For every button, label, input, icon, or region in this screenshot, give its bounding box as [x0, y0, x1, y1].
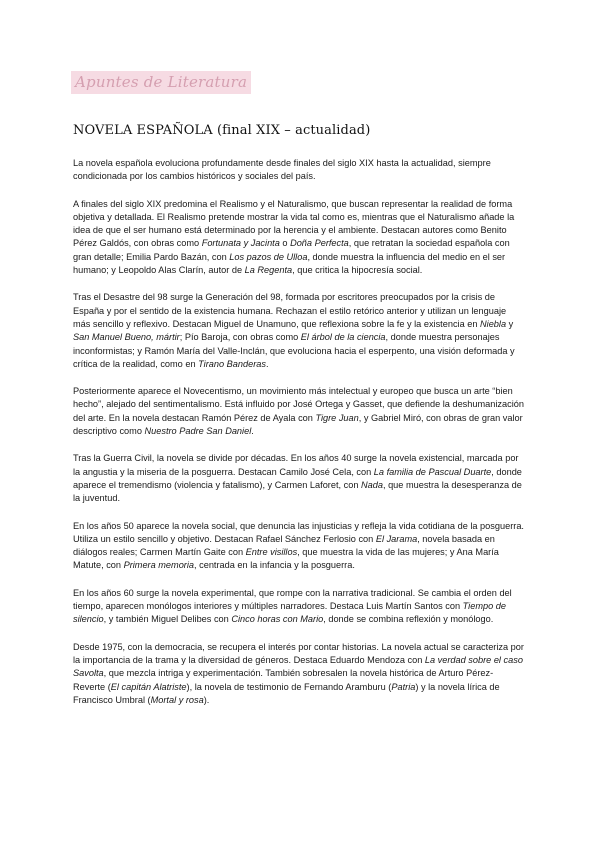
paragraph-text: , centrada en la infancia y la posguerra. — [194, 560, 355, 571]
work-title: Fortunata y Jacinta — [201, 238, 280, 249]
page-title: NOVELA ESPAÑOLA (final XIX – actualidad) — [73, 123, 371, 138]
work-title: Tigre Juan — [315, 412, 359, 423]
work-title: Doña Perfecta — [290, 238, 349, 249]
work-title: Nada — [361, 479, 383, 490]
paragraph-text: , donde aparece el tremendismo (violencia y fatalismo), y Carmen Laforet, con — [73, 466, 522, 490]
work-title: El capitán Alatriste — [110, 681, 187, 692]
paragraph-text: , y también Miguel Delibes con — [103, 614, 232, 625]
paragraph-text: En los años 50 aparece la novela social, que denuncia las injusticias y refleja la vida cotidiana de la posguerra. Utiliza un estilo sencillo y objetivo. Destacan Rafael Sánchez Ferlosio con — [73, 520, 524, 544]
paragraph-text: En los años 60 surge la novela experimental, que rompe con la narrativa tradicional. Se cambia el orden del tiempo, aparecen monólogos interiores y múltiples narradores. Destaca Luis Martín Santos con — [73, 587, 512, 612]
paragraph-text: . — [265, 358, 269, 369]
work-title: Primera memoria — [123, 560, 195, 571]
paragraph-text: , donde muestra personajes inconformistas; y Ramón María del Valle-Inclán, que evoluciona hacia el esperpento, una visión deformada y crítica de la realidad, como en — [73, 332, 515, 369]
paragraph — [73, 587, 525, 627]
paragraph-text: , donde se combina reflexión y monólogo. — [323, 614, 494, 625]
paragraph-text: Tras el Desastre del 98 surge la Generación del 98, formada por escritores preocupados por la crisis de España y por el sentido de la existencia humana. Rechazan el estilo retórico anterior y utilizan un lenguaje más sencillo y reflexivo. Destacan Miguel de Unamuno, que reflexiona sobre la fe y la existencia en — [73, 292, 507, 329]
work-title: El Jarama — [375, 533, 418, 544]
paragraph-text: , que critica la hipocresía social. — [292, 265, 423, 276]
work-title: La Regenta — [244, 265, 293, 276]
paragraph-text: ), la novela de testimonio de Fernando Aramburu ( — [186, 681, 392, 692]
paragraph-text: , donde muestra la influencia del medio en el ser humano; y Leopoldo Alas Clarín, autor de — [73, 251, 506, 276]
work-title: Tiempo de silencio — [73, 601, 506, 625]
paragraph — [73, 157, 525, 184]
paragraph-text: , que muestra la desesperanza de la juventud. — [73, 479, 522, 504]
work-title: Cinco horas con Mario — [231, 614, 324, 625]
work-title: Patria — [391, 681, 416, 692]
paragraph-text: Desde 1975, con la democracia, se recupera el interés por contar historias. La novela actual se caracteriza por la importancia de la trama y la diversidad de géneros. Destaca Eduardo Mendoza con — [73, 641, 524, 665]
paragraph-text: Tras la Guerra Civil, la novela se divide por décadas. En los años 40 surge la novela existencial, marcada por la angustia y la miseria de la posguerra. Destacan Camilo José Cela, con — [73, 453, 519, 477]
paragraph-text: ; Pío Baroja, con obras como — [179, 332, 301, 343]
paragraph-text: Posteriormente aparece el Novecentismo, un movimiento más intelectual y europeo que busca un arte “bien hecho”, alejado del sentimentalismo. Está influido por José Ortega y Gasset, que defiende la deshumanización del arte. En la novela destacan Ramón Pérez de Ayala con — [73, 386, 524, 423]
work-title: Entre visillos — [245, 547, 298, 558]
paragraph-text: . — [251, 426, 254, 437]
paragraph-text: , y Gabriel Miró, con obras de gran valor descriptivo como — [73, 412, 523, 437]
paragraph — [73, 291, 525, 371]
notes-header-tag: Apuntes de Literatura — [71, 71, 251, 94]
paragraph-text: La novela española evoluciona profundamente desde finales del siglo XIX hasta la actualidad, siempre condicionada por los cambios históricos y sociales del país. — [73, 158, 491, 182]
work-title: El árbol de la ciencia — [300, 332, 386, 343]
paragraph-text: A finales del siglo XIX predomina el Realismo y el Naturalismo, que buscan representar la realidad de forma objetiva y detallada. El Realismo pretende mostrar la vida tal como es, mientras que el Naturalismo añade la idea de que el ser humano está determinado por la herencia y el ambiente. Destacan autores como Benito Pérez Galdós, con obras como — [73, 198, 515, 249]
work-title: Niebla — [480, 318, 507, 329]
paragraph-text: , que muestra la vida de las mujeres; y Ana María Matute, con — [73, 547, 499, 571]
paragraph — [73, 198, 525, 278]
work-title: La verdad sobre el caso Savolta — [73, 654, 523, 679]
paragraph-text: o — [279, 238, 291, 249]
work-title: Los pazos de Ulloa — [229, 251, 308, 262]
work-title: Nuestro Padre San Daniel — [144, 426, 252, 437]
paragraph — [73, 520, 525, 573]
paragraph-text: , novela basada en diálogos reales; Carmen Martín Gaite con — [73, 533, 495, 558]
paragraph — [73, 452, 525, 505]
paragraph — [73, 641, 525, 707]
paragraph-text: , que retratan la sociedad española con gran detalle; Emilia Pardo Bazán, con — [73, 238, 510, 262]
paragraph-text: , que mezcla intriga y experimentación. También sobresalen la novela histórica de Arturo Pérez-Reverte ( — [73, 668, 494, 692]
work-title: La familia de Pascual Duarte — [373, 466, 492, 477]
work-title: San Manuel Bueno, mártir — [73, 332, 180, 343]
paragraph-text: y — [506, 318, 514, 329]
document-body — [73, 157, 525, 721]
paragraph — [73, 385, 525, 438]
work-title: Mortal y rosa — [150, 694, 204, 705]
work-title: Tirano Banderas — [198, 358, 266, 369]
paragraph-text: ). — [203, 694, 210, 705]
paragraph-text: ) y la novela lírica de Francisco Umbral ( — [73, 681, 500, 705]
